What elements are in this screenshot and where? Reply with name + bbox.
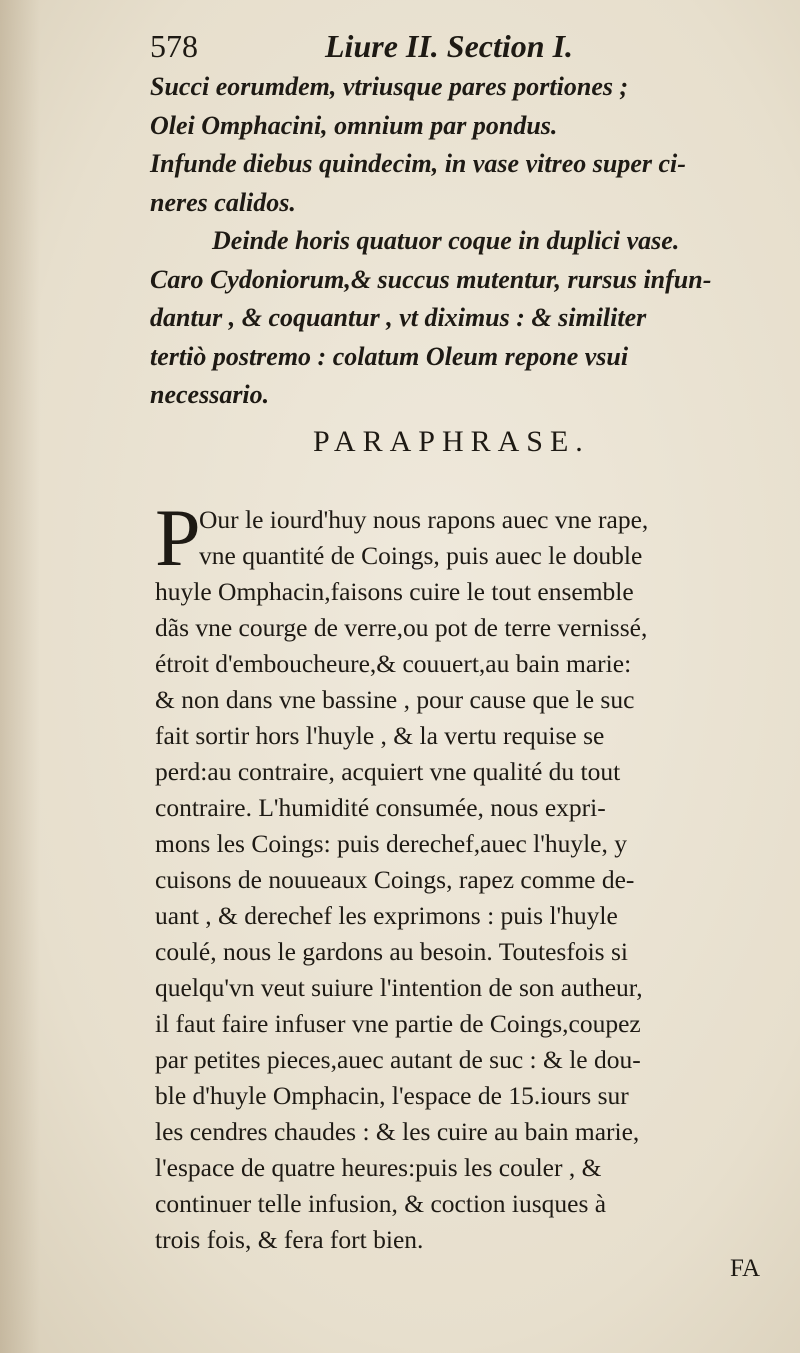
latin-recipe-text	[150, 68, 790, 415]
paraphrase-line: ble d'huyle Omphacin, l'espace de 15.iours sur	[155, 1081, 629, 1110]
latin-line: neres calidos.	[150, 187, 296, 217]
paraphrase-line: uant , & derechef les exprimons : puis l'huyle	[155, 901, 618, 930]
paraphrase-line: coulé, nous le gardons au besoin. Toutesfois si	[155, 937, 628, 966]
page-gutter-shadow	[0, 0, 40, 1353]
latin-line: Olei Omphacini, omnium par pondus.	[150, 110, 558, 140]
paraphrase-line: l'espace de quatre heures:puis les couler , &	[155, 1153, 602, 1182]
latin-line: Infunde diebus quindecim, in vase vitreo super ci-	[150, 149, 686, 178]
running-head: Liure II. Section I.	[325, 28, 574, 64]
latin-line: Caro Cydoniorum,& succus mutentur, rursus infun-	[150, 264, 712, 294]
latin-line: Succi eorumdem, vtriusque pares portiones ;	[150, 72, 629, 101]
section-heading: PARAPHRASE.	[313, 425, 590, 458]
paraphrase-line: par petites pieces,auec autant de suc : & le dou-	[155, 1045, 641, 1074]
paraphrase-line: il faut faire infuser vne partie de Coings,coupez	[155, 1009, 641, 1038]
paraphrase-line: Our le iourd'huy nous rapons auec vne rape,	[199, 505, 649, 534]
paraphrase-line: huyle Omphacin,faisons cuire le tout ensemble	[155, 577, 634, 606]
paraphrase-line: trois fois, & fera fort bien.	[155, 1225, 424, 1254]
page-header	[150, 28, 750, 72]
latin-line: tertiò postremo : colatum Oleum repone vsui	[150, 341, 629, 371]
drop-cap: P	[155, 492, 201, 583]
paraphrase-line: vne quantité de Coings, puis auec le double	[199, 541, 643, 570]
paraphrase-line: dãs vne courge de verre,ou pot de terre vernissé,	[155, 613, 648, 642]
paraphrase-text	[155, 492, 795, 1258]
paraphrase-line: continuer telle infusion, & coction iusques à	[155, 1189, 607, 1218]
paraphrase-line: contraire. L'humidité consumée, nous expri-	[155, 793, 606, 822]
paraphrase-line: les cendres chaudes : & les cuire au bain marie,	[155, 1117, 640, 1146]
paraphrase-line: perd:au contraire, acquiert vne qualité du tout	[155, 757, 621, 786]
catchword: FA	[730, 1255, 761, 1282]
paraphrase-line: & non dans vne bassine , pour cause que le suc	[155, 685, 635, 714]
page-number: 578	[150, 28, 198, 64]
paraphrase-line: fait sortir hors l'huyle , & la vertu requise se	[155, 721, 605, 750]
latin-line: dantur , & coquantur , vt diximus : & similiter	[150, 303, 647, 332]
paraphrase-line: mons les Coings: puis derechef,auec l'huyle, y	[155, 829, 627, 858]
latin-line: Deinde horis quatuor coque in duplici vase.	[212, 226, 680, 255]
latin-line: necessario.	[150, 380, 270, 409]
paraphrase-line: étroit d'emboucheure,& couuert,au bain marie:	[155, 649, 632, 678]
paraphrase-line: cuisons de nouueaux Coings, rapez comme de-	[155, 865, 635, 894]
paraphrase-line: quelqu'vn veut suiure l'intention de son autheur,	[155, 973, 643, 1002]
